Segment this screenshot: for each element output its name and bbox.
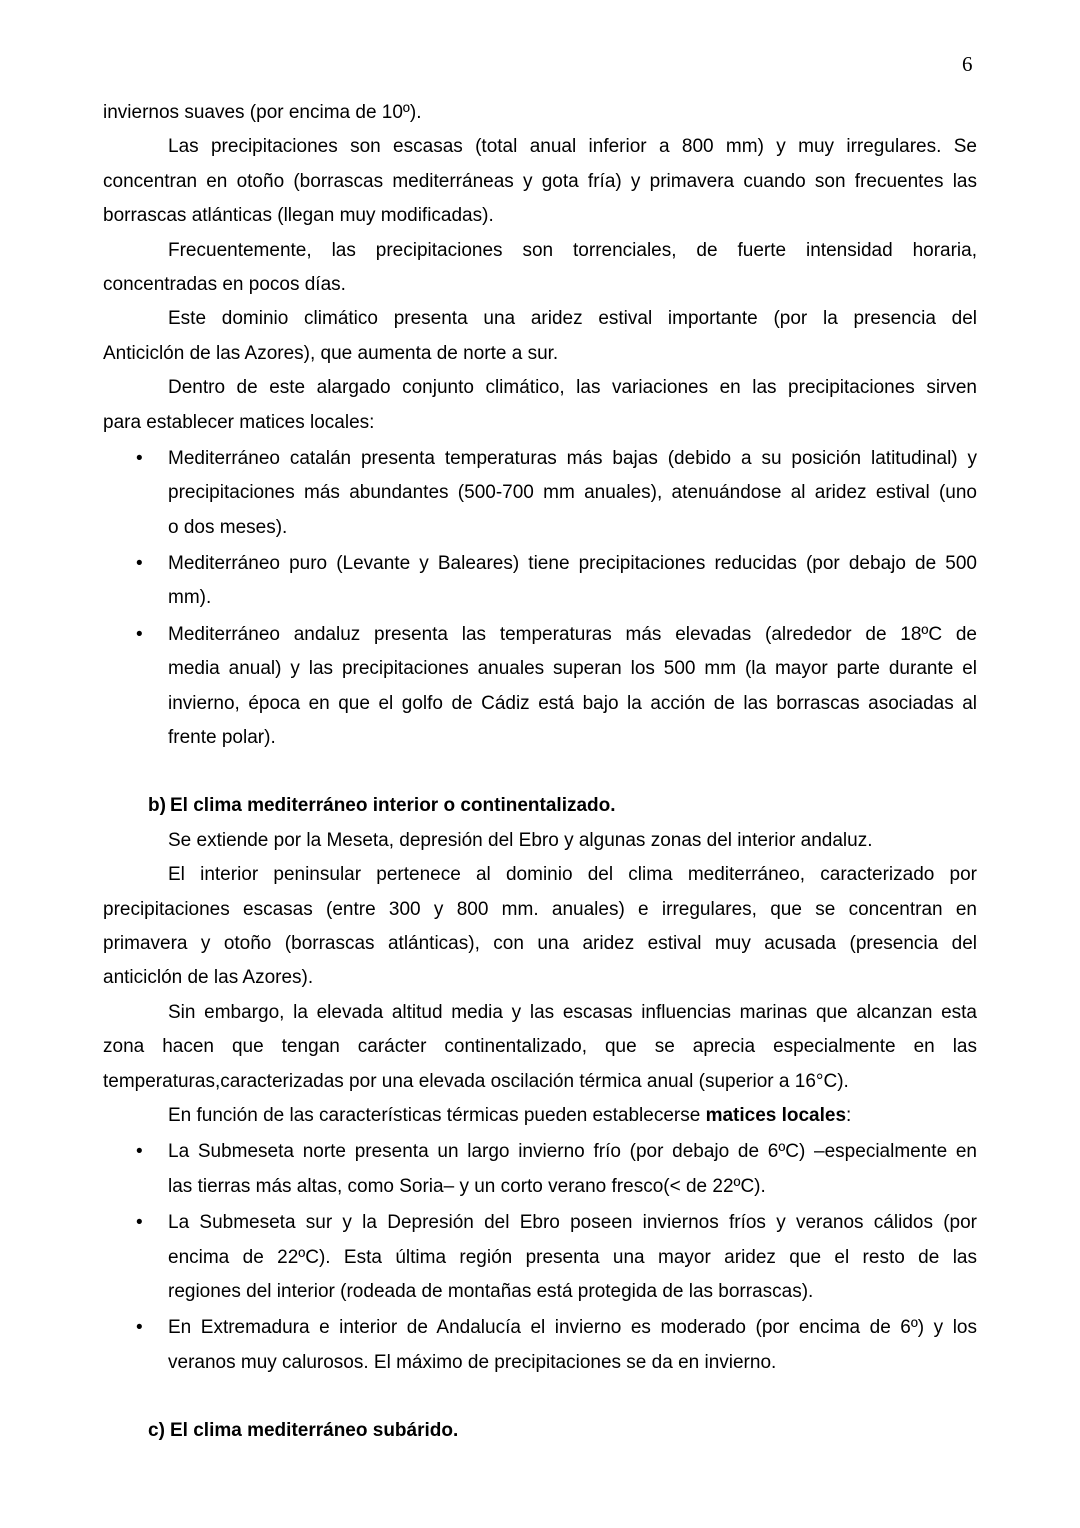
bullet-item bbox=[103, 1135, 977, 1204]
text-line: La Submeseta norte presenta un largo invierno frío (por debajo de 6ºC) –especialmente en bbox=[168, 1141, 977, 1163]
text-line: para establecer matices locales: bbox=[103, 411, 375, 433]
text-line: Anticiclón de las Azores), que aumenta de norte a sur. bbox=[103, 342, 559, 364]
text-line: precipitaciones más abundantes (500-700 mm anuales), atenuándose al aridez estival (uno bbox=[168, 482, 977, 504]
section-heading bbox=[103, 1414, 977, 1448]
text-line: regiones del interior (rodeada de montañas está protegida de las borrascas). bbox=[168, 1280, 814, 1302]
bold-text: matices locales bbox=[705, 1104, 847, 1126]
text-line: veranos muy calurosos. El máximo de precipitaciones se da en invierno. bbox=[168, 1351, 777, 1373]
document-body bbox=[103, 96, 977, 1448]
bullet-icon: • bbox=[136, 1317, 143, 1339]
text-line: o dos meses). bbox=[168, 516, 288, 538]
text-line bbox=[103, 1099, 977, 1133]
text-line: primavera y otoño (borrascas atlánticas), con una aridez estival muy acusada (presencia del bbox=[103, 932, 977, 954]
text-line: borrascas atlánticas (llegan muy modificadas). bbox=[103, 205, 494, 227]
text-line: Mediterráneo andaluz presenta las temperaturas más elevadas (alrededor de 18ºC de bbox=[168, 623, 977, 645]
bullet-item bbox=[103, 547, 977, 616]
bullet-item bbox=[103, 442, 977, 545]
text-line: Mediterráneo puro (Levante y Baleares) tiene precipitaciones reducidas (por debajo de 500 bbox=[168, 553, 977, 575]
text-line: las tierras más altas, como Soria– y un corto verano fresco(< de 22ºC). bbox=[168, 1175, 766, 1197]
section-marker: b) bbox=[148, 795, 166, 817]
text-line: Dentro de este alargado conjunto climático, las variaciones en las precipitaciones sirven bbox=[168, 377, 977, 399]
paragraph bbox=[103, 234, 977, 303]
text-line: temperaturas,caracterizadas por una elevada oscilación térmica anual (superior a 16°C). bbox=[103, 1070, 849, 1092]
paragraph bbox=[103, 996, 977, 1099]
paragraph bbox=[103, 96, 977, 130]
text-line: Frecuentemente, las precipitaciones son torrenciales, de fuerte intensidad horaria, bbox=[168, 239, 977, 261]
text-line: El interior peninsular pertenece al dominio del clima mediterráneo, caracterizado por bbox=[168, 864, 977, 886]
bullet-icon: • bbox=[136, 447, 143, 469]
bullet-icon: • bbox=[136, 623, 143, 645]
paragraph bbox=[103, 824, 977, 858]
text-segment: : bbox=[846, 1104, 852, 1126]
bullet-item bbox=[103, 1206, 977, 1309]
text-line: En Extremadura e interior de Andalucía el invierno es moderado (por encima de 6º) y los bbox=[168, 1317, 977, 1339]
paragraph bbox=[103, 130, 977, 233]
paragraph bbox=[103, 371, 977, 440]
paragraph bbox=[103, 302, 977, 371]
text-line: concentran en otoño (borrascas mediterráneas y gota fría) y primavera cuando son frecuentes las bbox=[103, 170, 977, 192]
paragraph bbox=[103, 858, 977, 996]
text-line: anticiclón de las Azores). bbox=[103, 967, 314, 989]
bullet-icon: • bbox=[136, 553, 143, 575]
text-line: Las precipitaciones son escasas (total anual inferior a 800 mm) y muy irregulares. Se bbox=[168, 136, 977, 158]
bullet-item bbox=[103, 618, 977, 756]
text-line: inviernos suaves (por encima de 10º). bbox=[103, 102, 422, 123]
text-line: precipitaciones escasas (entre 300 y 800 mm. anuales) e irregulares, que se concentran en bbox=[103, 898, 977, 920]
page-number: 6 bbox=[962, 52, 973, 76]
bullet-icon: • bbox=[136, 1141, 143, 1163]
text-line: Se extiende por la Meseta, depresión del Ebro y algunas zonas del interior andaluz. bbox=[168, 829, 873, 851]
text-line: Sin embargo, la elevada altitud media y las escasas influencias marinas que alcanzan esta bbox=[168, 1001, 977, 1023]
text-line: zona hacen que tengan carácter continentalizado, que se aprecia especialmente en las bbox=[103, 1036, 977, 1058]
text-line: mm). bbox=[168, 587, 212, 609]
text-line: concentradas en pocos días. bbox=[103, 273, 346, 295]
section-title: El clima mediterráneo subárido. bbox=[170, 1420, 459, 1442]
paragraph bbox=[103, 1099, 977, 1133]
text-line: La Submeseta sur y la Depresión del Ebro poseen inviernos fríos y veranos cálidos (por bbox=[168, 1212, 977, 1234]
section-title: El clima mediterráneo interior o continentalizado. bbox=[170, 795, 616, 817]
text-line: frente polar). bbox=[168, 727, 276, 749]
section-heading bbox=[103, 789, 977, 823]
text-line: media anual) y las precipitaciones anuales superan los 500 mm (la mayor parte durante el bbox=[168, 658, 977, 680]
text-line: Este dominio climático presenta una aridez estival importante (por la presencia del bbox=[168, 308, 977, 330]
text-line: invierno, época en que el golfo de Cádiz está bajo la acción de las borrascas asociadas al bbox=[168, 692, 977, 714]
text-segment: En función de las características térmicas pueden establecerse bbox=[168, 1104, 706, 1126]
section-marker: c) bbox=[148, 1420, 165, 1442]
text-line: Mediterráneo catalán presenta temperaturas más bajas (debido a su posición latitudinal) y bbox=[168, 447, 977, 469]
bullet-item bbox=[103, 1311, 977, 1380]
bullet-icon: • bbox=[136, 1212, 143, 1234]
text-line: encima de 22ºC). Esta última región presenta una mayor aridez que el resto de las bbox=[168, 1246, 977, 1268]
